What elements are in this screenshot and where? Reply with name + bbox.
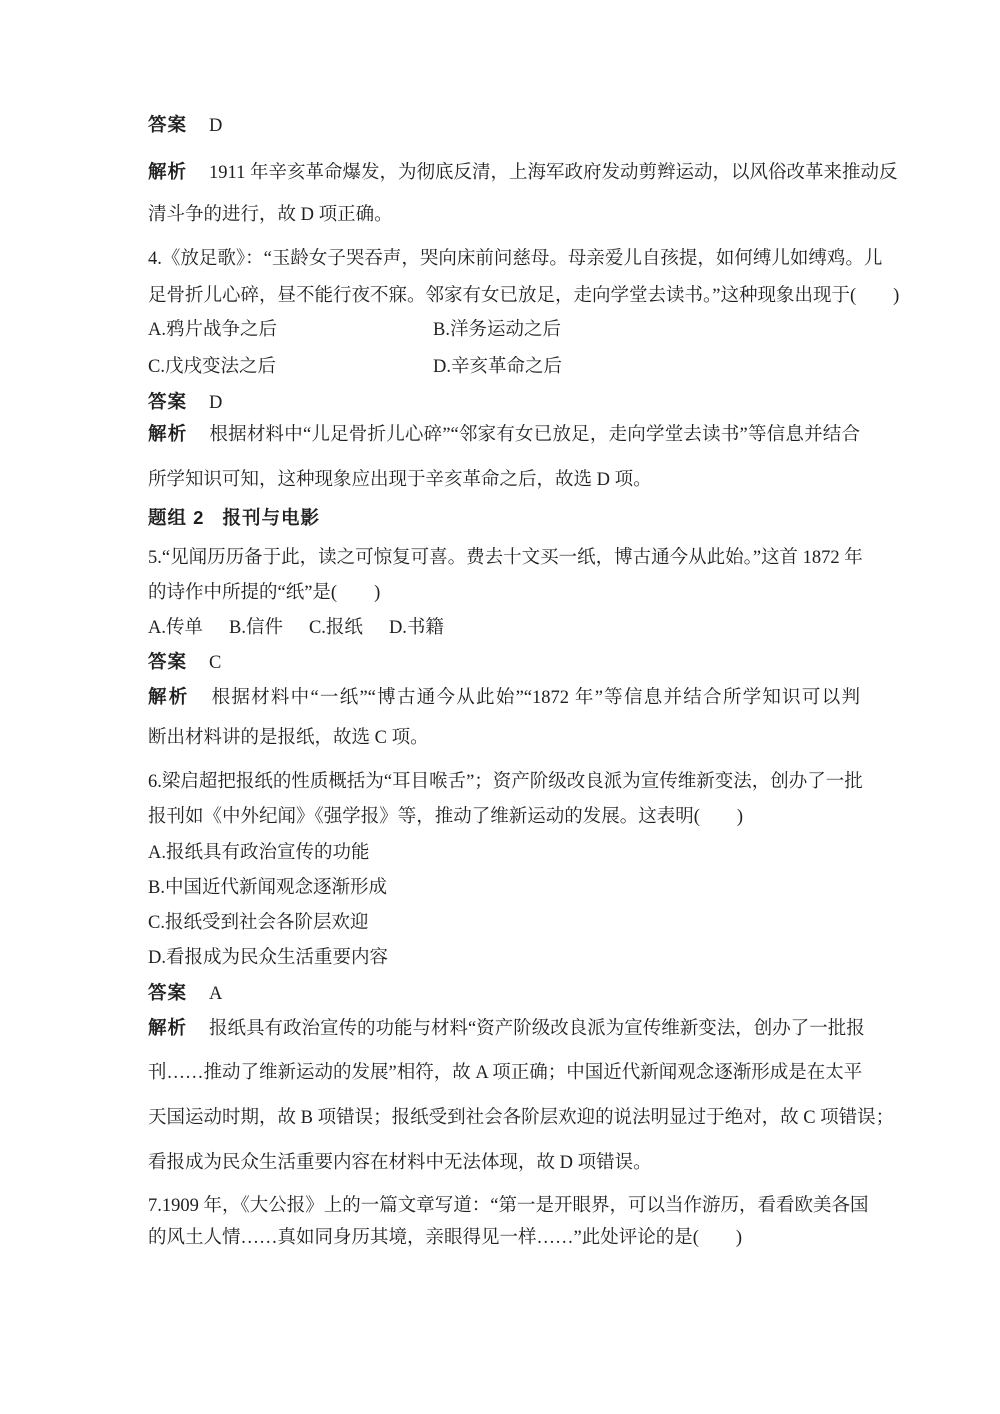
q6-analysis-line-2 (148, 1061, 863, 1085)
group2-number: 题组 2 (148, 507, 205, 528)
q6-answer-row (148, 981, 860, 1006)
q6-option-a: A.报纸具有政治宣传的功能 (148, 843, 370, 863)
q7-question-line-1 (148, 1194, 869, 1218)
q4-answer-value: D (209, 393, 223, 413)
q4-question-line-1 (148, 247, 883, 271)
q5-option-a: A.传单 (148, 618, 203, 638)
q6-analysis-text-4: 看报成为民众生活重要内容在材料中无法体现，故 D 项错误。 (148, 1153, 652, 1173)
q5-analysis-text-2: 断出材料讲的是报纸，故选 C 项。 (148, 728, 429, 748)
q4-question-text-1: 4.《放足歌》：“玉龄女子哭吞声，哭向床前问慈母。母亲爱儿自孩提，如何缚儿如缚鸡。儿 (148, 249, 883, 269)
q4-option-a: A.鸦片战争之后 (148, 320, 277, 340)
answer-label: 答案 (148, 651, 188, 672)
q3-answer-row (148, 113, 860, 138)
q6-answer-value: A (209, 984, 223, 1004)
q4-answer-row (148, 390, 860, 415)
q4-analysis-line-1 (148, 422, 860, 447)
answer-label: 答案 (148, 114, 188, 135)
q6-option-d: D.看报成为民众生活重要内容 (148, 948, 388, 968)
q6-option-a-row (148, 841, 860, 865)
analysis-label: 解析 (148, 686, 190, 707)
q4-analysis-line-2 (148, 468, 860, 492)
q5-question-text-1: 5.“见闻历历备于此，读之可惊复可喜。费去十文买一纸，博古通今从此始。”这首 1872 年 (148, 548, 863, 568)
q6-analysis-text-1: 报纸具有政治宣传的功能与材料“资产阶级改良派为宣传维新变法，创办了一批报 (209, 1019, 865, 1039)
q3-analysis-text-2: 清斗争的进行，故 D 项正确。 (148, 205, 393, 225)
q6-question-line-1 (148, 770, 863, 794)
q5-question-line-2 (148, 581, 860, 605)
group2-title: 报刊与电影 (222, 507, 320, 528)
q6-option-b-row (148, 876, 860, 900)
q3-analysis-text-1: 1911 年辛亥革命爆发，为彻底反清，上海军政府发动剪辫运动，以风俗改革来推动反 (209, 163, 898, 183)
q5-option-b: B.信件 (229, 618, 283, 638)
q6-question-line-2 (148, 805, 860, 829)
q5-analysis-line-2 (148, 726, 860, 750)
q6-analysis-text-2: 刊……推动了维新运动的发展”相符，故 A 项正确；中国近代新闻观念逐渐形成是在太平 (148, 1063, 863, 1083)
q4-question-text-2: 足骨折儿心碎，昼不能行夜不寐。邻家有女已放足，走向学堂去读书。”这种现象出现于( ) (148, 286, 900, 306)
q4-option-b: B.洋务运动之后 (433, 320, 561, 340)
q6-question-text-1: 6.梁启超把报纸的性质概括为“耳目喉舌”；资产阶级改良派为宣传维新变法，创办了一批 (148, 772, 863, 792)
q5-question-line-1 (148, 546, 863, 570)
group2-heading (148, 506, 860, 531)
q6-option-d-row (148, 946, 860, 970)
q6-option-b: B.中国近代新闻观念逐渐形成 (148, 878, 387, 898)
q4-option-d: D.辛亥革命之后 (433, 357, 562, 377)
analysis-label: 解析 (148, 161, 188, 182)
q5-option-c: C.报纸 (308, 618, 363, 638)
q7-question-text-2: 的风土人情……真如同身历其境，亲眼得见一样……”此处评论的是( ) (148, 1228, 743, 1248)
q5-analysis-text-1: 根据材料中“一纸”“博古通今从此始”“1872 年”等信息并结合所学知识可以判 (211, 688, 860, 708)
q5-option-d: D.书籍 (388, 618, 444, 638)
q3-answer-value: D (209, 116, 223, 136)
analysis-label: 解析 (148, 1017, 188, 1038)
q4-option-c: C.戊戌变法之后 (148, 357, 276, 377)
q6-analysis-line-4 (148, 1151, 860, 1175)
q4-analysis-text-2: 所学知识可知，这种现象应出现于辛亥革命之后，故选 D 项。 (148, 470, 652, 490)
q4-options-row-2 (148, 355, 860, 379)
q5-options-row (148, 616, 860, 640)
q4-analysis-text-1: 根据材料中“儿足骨折儿心碎”“邻家有女已放足，走向学堂去读书”等信息并结合 (209, 425, 860, 445)
q4-options-row-1 (148, 318, 860, 342)
q7-question-text-1: 7.1909 年，《大公报》上的一篇文章写道：“第一是开眼界，可以当作游历，看看欧美各国 (148, 1196, 869, 1216)
analysis-label: 解析 (148, 423, 188, 444)
q6-analysis-text-3: 天国运动时期，故 B 项错误；报纸受到社会各阶层欢迎的说法明显过于绝对，故 C 项错误； (148, 1108, 895, 1128)
q7-question-line-2 (148, 1226, 860, 1250)
q6-analysis-line-1 (148, 1016, 865, 1041)
q3-analysis-line-2 (148, 203, 860, 227)
q5-question-text-2: 的诗作中所提的“纸”是( ) (148, 583, 381, 603)
answer-label: 答案 (148, 391, 188, 412)
q3-analysis-line-1 (148, 160, 898, 185)
q5-analysis-line-1 (148, 685, 860, 710)
q4-question-line-2 (148, 284, 900, 308)
answer-label: 答案 (148, 982, 188, 1003)
q6-question-text-2: 报刊如《中外纪闻》《强学报》等，推动了维新运动的发展。这表明( ) (148, 807, 744, 827)
q5-answer-value: C (209, 653, 222, 673)
q5-answer-row (148, 650, 860, 675)
q6-analysis-line-3 (148, 1106, 895, 1130)
q6-option-c: C.报纸受到社会各阶层欢迎 (148, 913, 369, 933)
q6-option-c-row (148, 911, 860, 935)
